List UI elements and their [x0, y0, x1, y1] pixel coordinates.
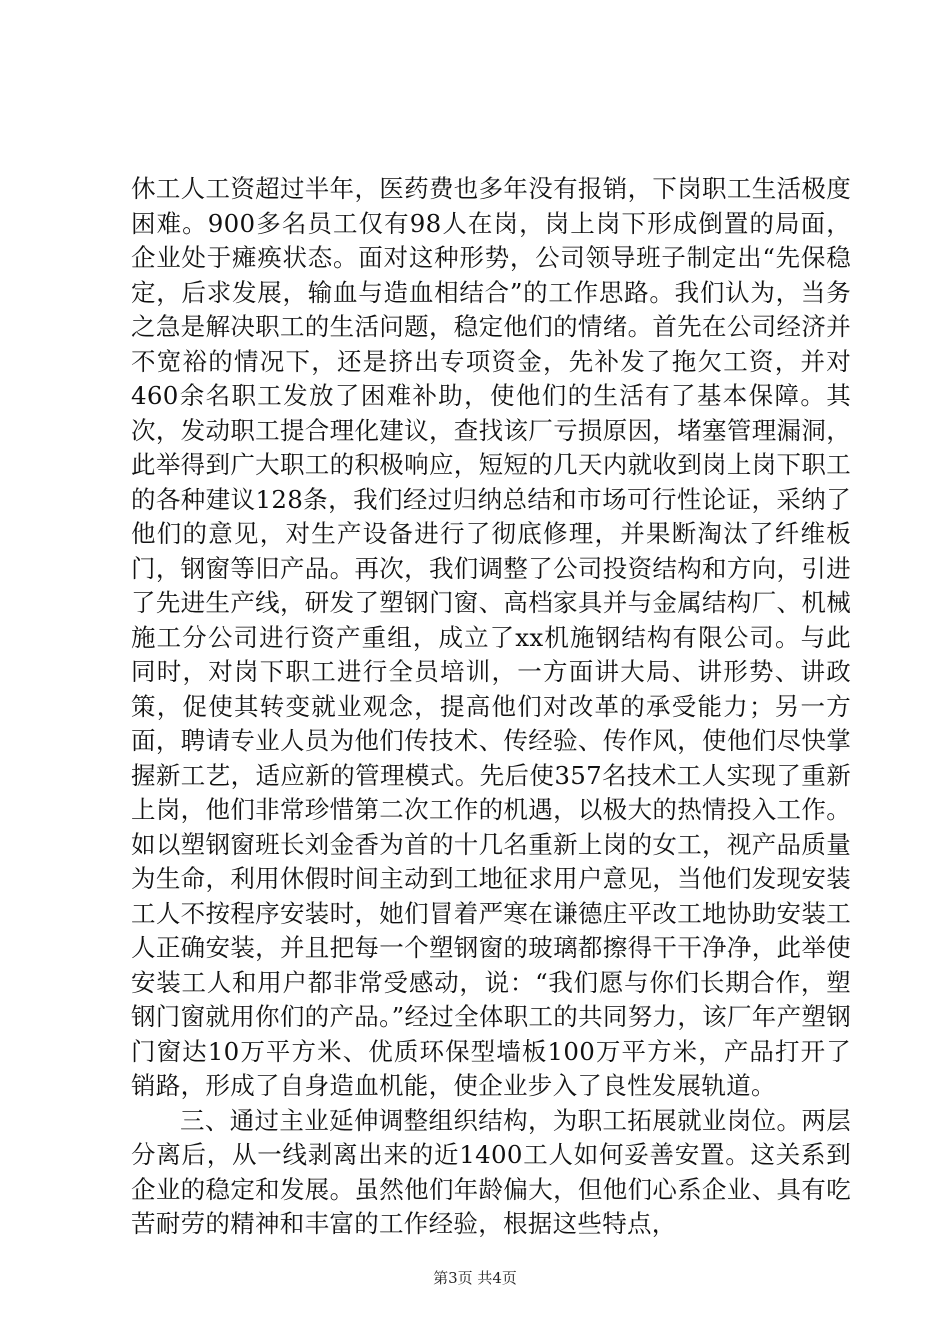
- body-paragraph-1: 休工人工资超过半年，医药费也多年没有报销，下岗职工生活极度困难。900多名员工仅有98人在岗，岗上岗下形成倒置的局面，企业处于瘫痪状态。面对这种形势，公司领导班子制定出“先保稳定，后求发展，输血与造血相结合”的工作思路。我们认为，当务之急是解决职工的生活问题，稳定他们的情绪。首先在公司经济并不宽裕的情况下，还是挤出专项资金，先补发了拖欠工资，并对460余名职工发放了困难补助，使他们的生活有了基本保障。其次，发动职工提合理化建议，查找该厂亏损原因，堵塞管理漏洞，此举得到广大职工的积极响应，短短的几天内就收到岗上岗下职工的各种建议128条，我们经过归纳总结和市场可行性论证，采纳了他们的意见，对生产设备进行了彻底修理，并果断淘汰了纤维板门，钢窗等旧产品。再次，我们调整了公司投资结构和方向，引进了先进生产线，研发了塑钢门窗、高档家具并与金属结构厂、机械施工分公司进行资产重组，成立了xx机施钢结构有限公司。与此同时，对岗下职工进行全员培训，一方面讲大局、讲形势、讲政策，促使其转变就业观念，提高他们对改革的承受能力；另一方面，聘请专业人员为他们传技术、传经验、传作风，使他们尽快掌握新工艺，适应新的管理模式。先后使357名技术工人实现了重新上岗，他们非常珍惜第二次工作的机遇，以极大的热情投入工作。如以塑钢窗班长刘金香为首的十几名重新上岗的女工，视产品质量为生命，利用休假时间主动到工地征求用户意见，当他们发现安装工人不按程序安装时，她们冒着严寒在谦德庄平改工地协助安装工人正确安装，并且把每一个塑钢窗的玻璃都擦得干干净净，此举使安装工人和用户都非常受感动，说：“我们愿与你们长期合作，塑钢门窗就用你们的产品。”经过全体职工的共同努力，该厂年产塑钢门窗达10万平方米、优质环保型墙板100万平方米，产品打开了销路，形成了自身造血机能，使企业步入了良性发展轨道。: [131, 174, 851, 1100]
- page-number-footer: 第3页 共4页: [433, 1269, 517, 1287]
- document-body: [131, 172, 851, 1242]
- body-paragraph-2: 三、通过主业延伸调整组织结构，为职工拓展就业岗位。两层分离后，从一线剥离出来的近1400工人如何妥善安置。这关系到企业的稳定和发展。虽然他们年龄偏大，但他们心系企业、具有吃苦耐劳的精神和丰富的工作经验，根据这些特点，: [131, 1105, 851, 1238]
